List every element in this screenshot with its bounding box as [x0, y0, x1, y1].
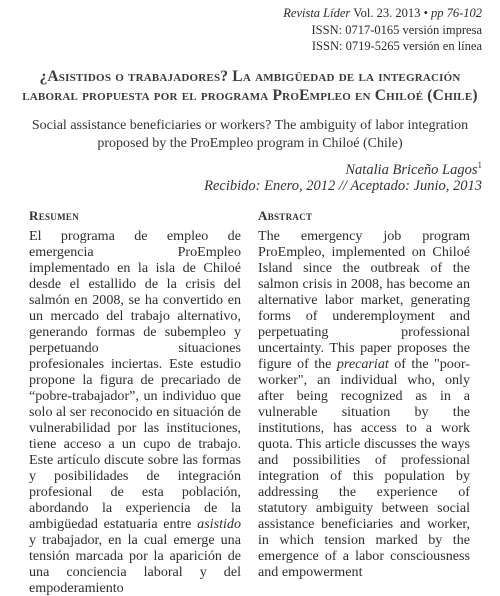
resumen-body — [29, 228, 241, 596]
article-title-english: Social assistance beneficiaries or workers? The ambiguity of labor integration proposed by the ProEmpleo program in Chiloé (Chile) — [31, 118, 469, 151]
resumen-text-1: El programa de empleo de emergencia ProEmpleo implementado en la isla de Chiloé desde el estallido de la crisis del salmón en 2008, se ha convertido en un mercado del trabajo alternativo, generando formas de subempleo y perpetuando situaciones profesionales inciertas. Este estudio propone la figura de precariado de “pobre-trabajador”, un individuo que solo al ser reconocido en situación de vulnerabilidad por las instituciones, tiene acceso a un cupo de trabajo. Este artículo discute sobre las formas y posibilidades de integración profesional de esta población, abordando la experiencia de la ambigüedad estatuaria entre — [29, 228, 241, 532]
author-line — [345, 160, 482, 179]
abstract-italic-term: precariat — [336, 356, 389, 372]
author-name: Natalia Briceño Lagos — [345, 161, 478, 178]
journal-name: Revista Líder — [283, 6, 351, 20]
abstract-heading: Abstract — [258, 208, 313, 223]
journal-pages: • pp 76-102 — [423, 6, 482, 20]
issn-online: ISSN: 0719-5265 versión en línea — [311, 39, 482, 53]
abstract-text-2: of the "poor-worker", an individual who, only after being recognized as in a vulnerable situation by the institutions, has access to a work quota. This article discusses the ways and possibilities of professional integration of this population by addressing the experience of statutory ambiguity between social assistance beneficiaries and worker, in which tension marked by the emergence of a labor consciousness and empowerment — [258, 356, 470, 580]
issn-print: ISSN: 0717-0165 versión impresa — [311, 22, 482, 37]
resumen-text-2: y trabajador, en la cual emerge una tensión marcada por la aparición de una conciencia laboral y del empoderamiento — [29, 532, 241, 596]
resumen-heading: Resumen — [29, 208, 79, 223]
journal-volume: Vol. 23. 2013 — [353, 6, 421, 20]
resumen-paragraph — [29, 228, 241, 596]
resumen-italic-term: asistido — [197, 516, 241, 532]
journal-line — [283, 5, 482, 22]
journal-masthead — [283, 5, 482, 55]
abstract-text-1: The emergency job program ProEmpleo, implemented on Chiloé Island since the outbreak of the salmon crisis in 2008, has become an alternative labor market, generating forms of underemployment and perpetuating professional uncertainty. This paper proposes the figure of the — [258, 228, 470, 372]
received-accepted-dates: Recibido: Enero, 2012 // Aceptado: Junio, 2013 — [204, 178, 482, 194]
article-title-spanish: ¿Asistidos o trabajadores? La ambigüedad de la integración laboral propuesta por el programa ProEmpleo en Chiloé (Chile) — [22, 68, 478, 104]
author-footnote-marker: 1 — [477, 160, 482, 170]
abstract-paragraph — [258, 228, 470, 580]
abstract-body — [258, 228, 470, 580]
